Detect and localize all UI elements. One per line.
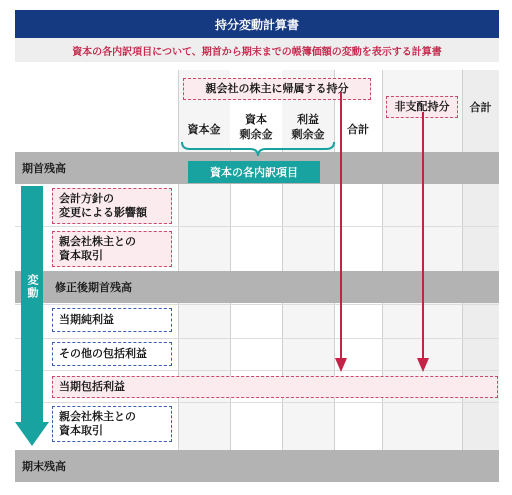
closing-balance-row (15, 450, 499, 482)
parent-equity-arrow-icon (334, 92, 350, 374)
changes-arrow-icon (15, 186, 51, 448)
statement-title: 持分変動計算書 (15, 10, 499, 38)
non-controlling-arrow-icon (416, 112, 432, 374)
net-income-box: 当期純利益 (52, 308, 172, 332)
closing-balance-label: 期末残高 (22, 460, 66, 473)
comprehensive-income-box: 当期包括利益 (52, 376, 498, 398)
oci-box: その他の包括利益 (52, 342, 172, 366)
capital-header: 資本金 (187, 123, 221, 136)
restated-opening-label: 修正後期首残高 (55, 281, 132, 294)
subtotal-header: 合計 (347, 123, 369, 136)
retained-earnings-header: 利益 剰余金 (291, 113, 325, 141)
non-controlling-header: 非支配持分 (386, 96, 458, 118)
capital-surplus-header: 資本 剰余金 (239, 113, 273, 141)
total-header: 合計 (469, 101, 492, 114)
parent-equity-header: 親会社の株主に帰属する持分 (183, 78, 371, 100)
components-brace-icon (178, 140, 338, 160)
owner-transactions-2-box: 親会社株主との 資本取引 (52, 406, 172, 442)
statement-subtitle: 資本の各内訳項目について、期首から期末までの帳簿価額の変動を表示する計算書 (15, 38, 499, 62)
owner-transactions-box: 親会社株主との 資本取引 (52, 231, 172, 267)
components-label: 資本の各内訳項目 (188, 161, 320, 183)
policy-change-box: 会計方針の 変更による影響額 (52, 188, 172, 224)
grid-line (230, 150, 231, 482)
opening-balance-label: 期首残高 (22, 162, 66, 175)
changes-label: 変動 (26, 274, 39, 300)
grid-line (15, 402, 499, 403)
grid-line (282, 150, 283, 482)
